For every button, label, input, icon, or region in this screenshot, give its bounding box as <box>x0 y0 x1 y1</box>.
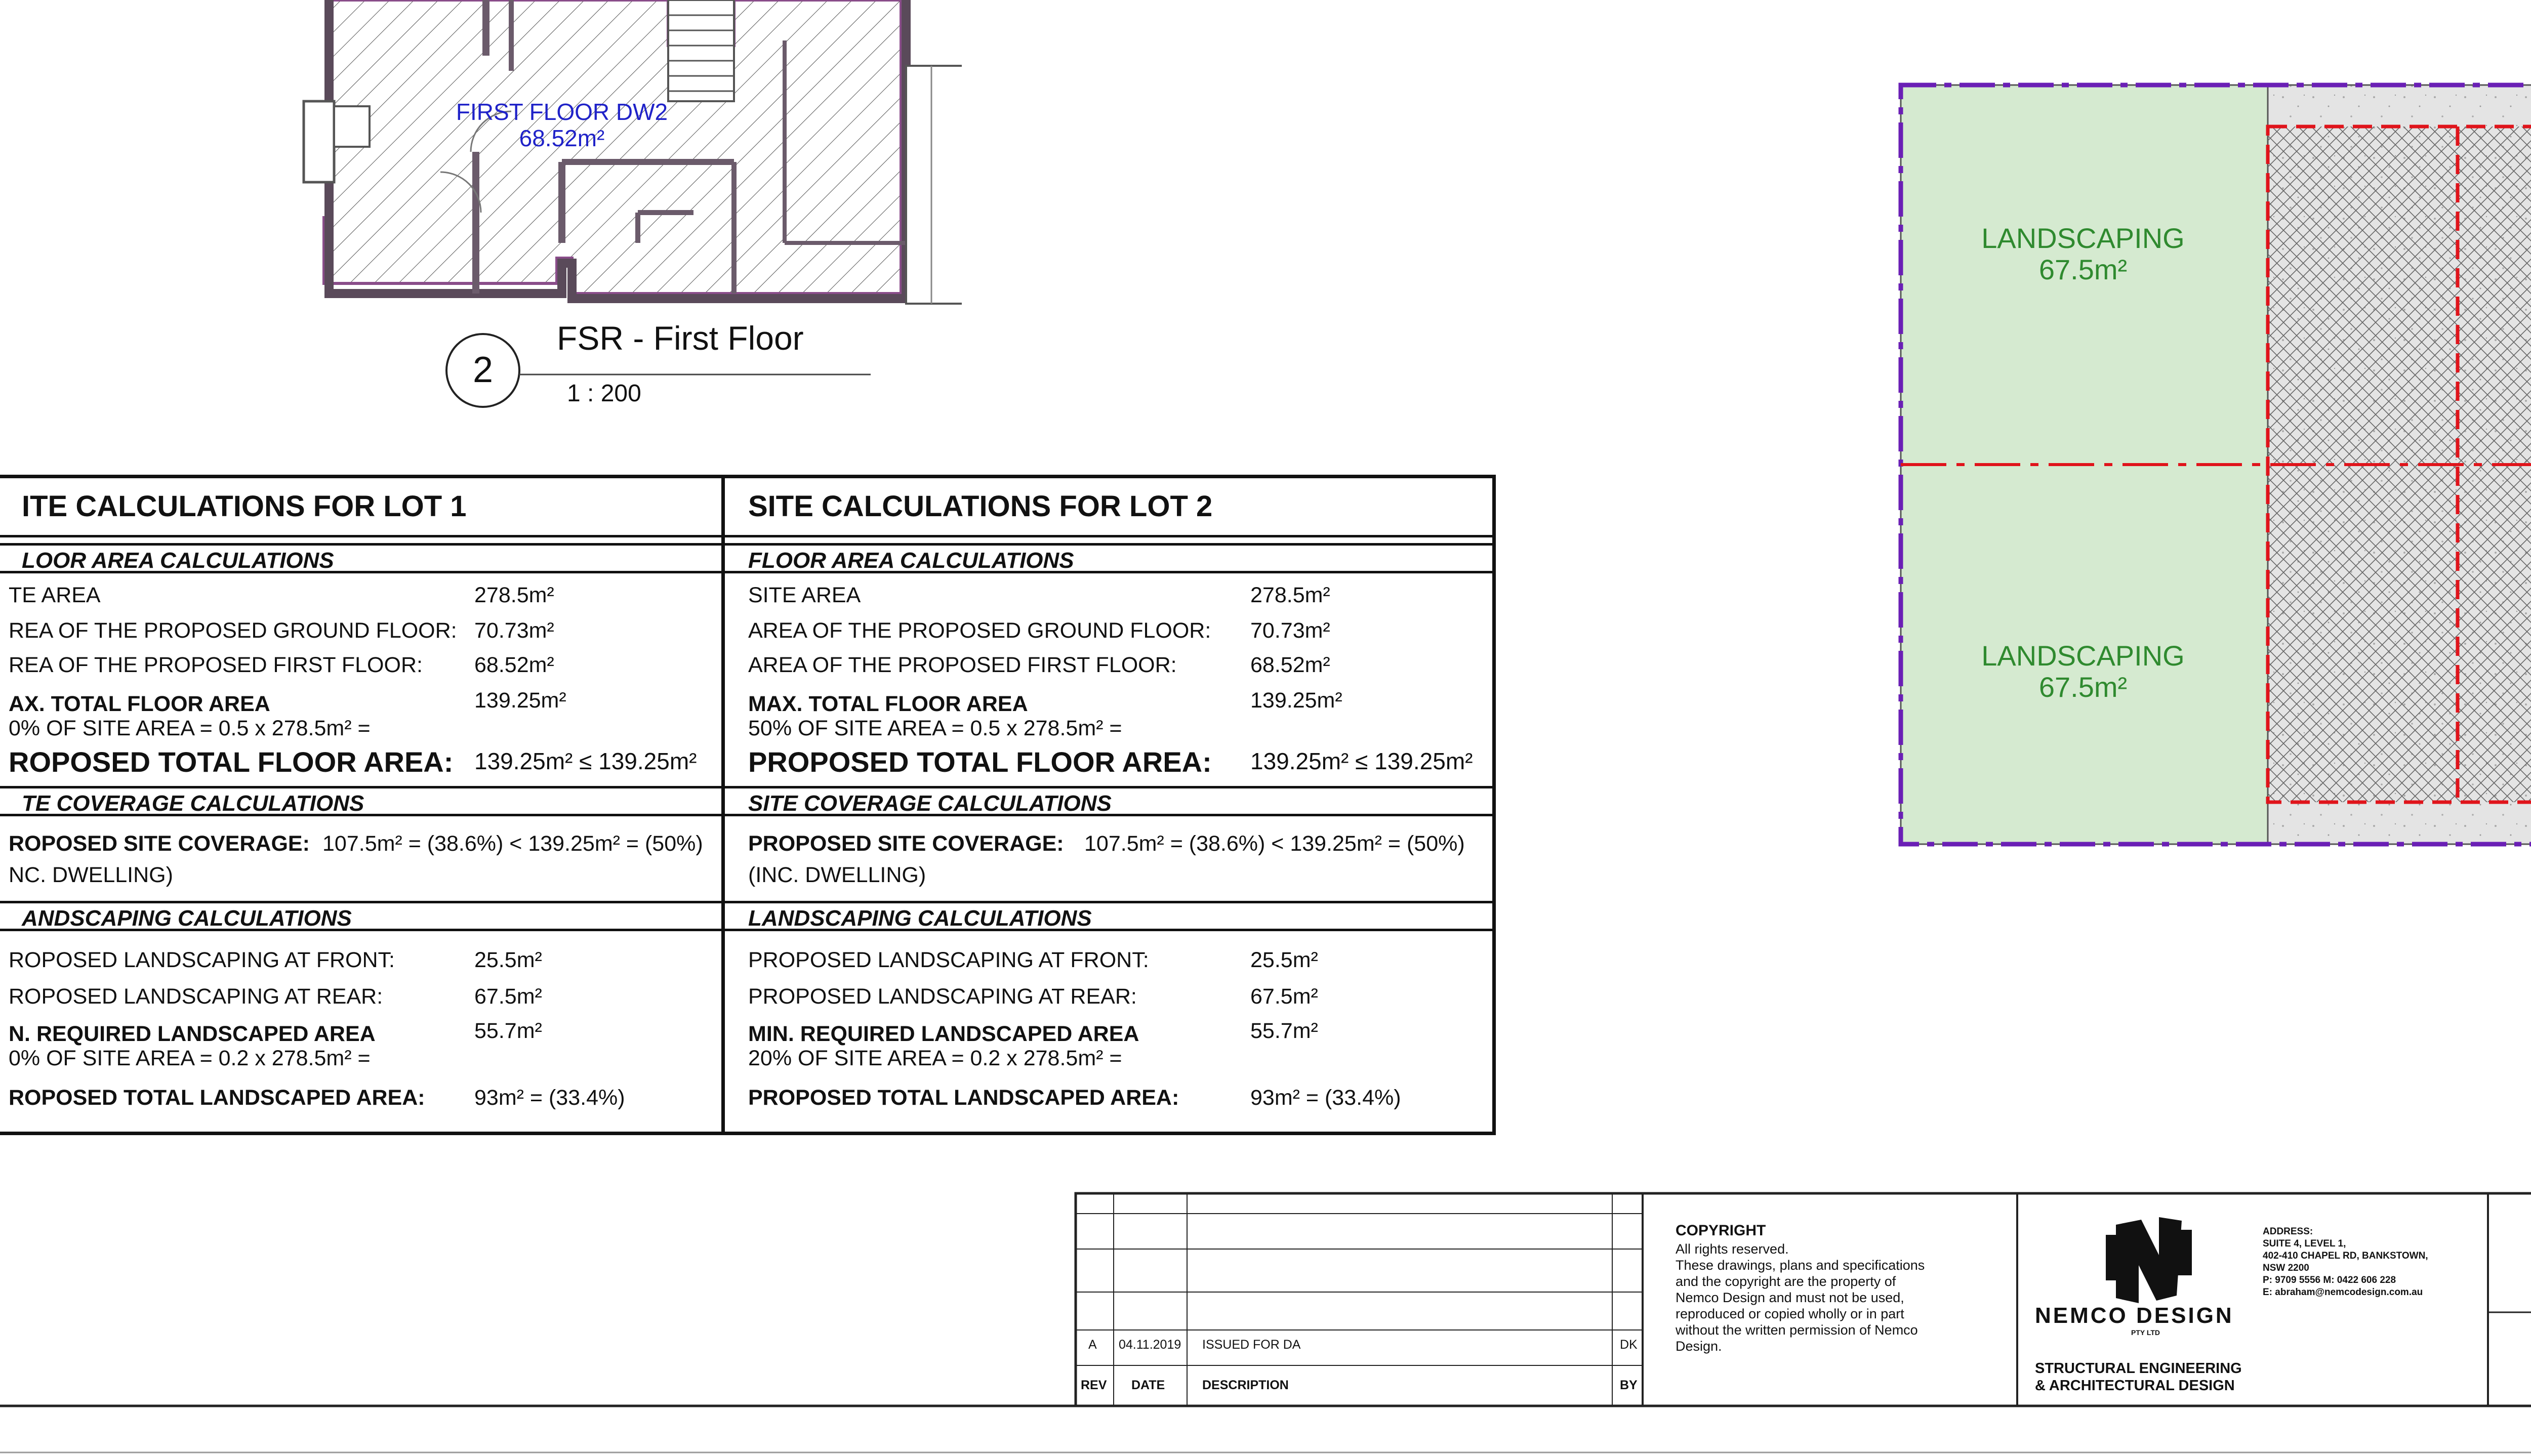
project-address-2 <box>2488 1282 2531 1304</box>
address-line: ADDRESS: <box>2263 1226 2313 1237</box>
landscaping-rear-top <box>1951 223 2215 285</box>
landscaping-area: 67.5m² <box>2038 254 2128 285</box>
lot2-min-value: 55.7m² <box>1250 1019 1318 1043</box>
rev-letter: A <box>1088 1338 1097 1352</box>
lot1-coverage-label: ROPOSED SITE COVERAGE: <box>9 831 310 856</box>
lot2-front-value: 25.5m² <box>1250 948 1318 972</box>
copyright-title: COPYRIGHT <box>1676 1222 1766 1239</box>
landscaping-rear-bottom <box>1951 640 2215 703</box>
rev-date: 04.11.2019 <box>1119 1338 1181 1352</box>
lot1-min-value: 55.7m² <box>474 1019 542 1043</box>
lot2-total-label: PROPOSED TOTAL FLOOR AREA: <box>748 746 1212 778</box>
lot1-rear-label: ROPOSED LANDSCAPING AT REAR: <box>9 984 383 1009</box>
lot2-site-area-value: 278.5m² <box>1250 583 1330 607</box>
copyright-line: and the copyright are the property of <box>1676 1274 1896 1289</box>
lot2-site-area-label: SITE AREA <box>748 583 861 607</box>
room-name: FIRST FLOOR DW2 <box>456 99 668 125</box>
lot2-rear-value: 67.5m² <box>1250 984 1318 1009</box>
lot2-coverage-sub: (INC. DWELLING) <box>748 863 926 887</box>
lot1-floor-section: LOOR AREA CALCULATIONS <box>0 543 721 573</box>
lot2-ground-value: 70.73m² <box>1250 618 1330 643</box>
copyright-line: Design. <box>1676 1339 1722 1354</box>
room-area: 68.52m² <box>519 125 605 151</box>
lot1-first-label: REA OF THE PROPOSED FIRST FLOOR: <box>9 653 423 677</box>
lot2-front-label: PROPOSED LANDSCAPING AT FRONT: <box>748 948 1149 972</box>
company-address <box>2263 1226 2428 1299</box>
lot1-ground-label: REA OF THE PROPOSED GROUND FLOOR: <box>9 618 457 643</box>
lot2-total-land-label: PROPOSED TOTAL LANDSCAPED AREA: <box>748 1086 1179 1110</box>
description-header: DESCRIPTION <box>1202 1378 1289 1392</box>
landscaping-area: 67.5m² <box>2038 671 2128 703</box>
address-line: SUITE 4, LEVEL 1, <box>2263 1238 2346 1249</box>
company-name: NEMCO DESIGN <box>2035 1303 2234 1328</box>
lot2-first-value: 68.52m² <box>1250 653 1330 677</box>
lot2-floor-section: FLOOR AREA CALCULATIONS <box>725 543 1492 573</box>
lot1-title: ITE CALCULATIONS FOR LOT 1 <box>0 478 721 537</box>
lot1-coverage-sub: NC. DWELLING) <box>9 863 173 887</box>
copyright-line: without the written permission of Nemco <box>1676 1322 1918 1338</box>
lot1-max-value: 139.25m² <box>474 688 566 713</box>
sheet-title <box>2488 1340 2531 1368</box>
lot2-coverage-section: SITE COVERAGE CALCULATIONS <box>725 786 1492 816</box>
date-header: DATE <box>1131 1378 1165 1392</box>
landscaping-label: LANDSCAPING <box>1981 640 2185 672</box>
lot1-front-value: 25.5m² <box>474 948 542 972</box>
lot2-rear-label: PROPOSED LANDSCAPING AT REAR: <box>748 984 1137 1009</box>
rev-description: ISSUED FOR DA <box>1202 1338 1301 1352</box>
address-line: 402-410 CHAPEL RD, BANKSTOWN, <box>2263 1251 2428 1261</box>
copyright-text <box>1676 1241 1925 1354</box>
company-sub: PTY LTD <box>2131 1328 2160 1337</box>
address-line: E: abraham@nemcodesign.com.au <box>2263 1287 2423 1298</box>
lot1-site-area-value: 278.5m² <box>474 583 554 607</box>
copyright-line: Nemco Design and must not be used, <box>1676 1290 1904 1305</box>
view-number: 2 <box>472 350 494 390</box>
lot2-first-label: AREA OF THE PROPOSED FIRST FLOOR: <box>748 653 1177 677</box>
rev-by: DK <box>1620 1338 1638 1352</box>
copyright-line: reproduced or copied wholly or in part <box>1676 1306 1904 1321</box>
company-tagline-2: & ARCHITECTURAL DESIGN <box>2035 1378 2235 1394</box>
lot2-total-value: 139.25m² ≤ 139.25m² <box>1250 748 1473 774</box>
lot2-title: SITE CALCULATIONS FOR LOT 2 <box>725 478 1492 537</box>
lot2-coverage-value: 107.5m² = (38.6%) < 139.25m² = (50%) <box>1084 831 1465 856</box>
lot2-max-sub: 50% OF SITE AREA = 0.5 x 278.5m² = <box>748 716 1122 740</box>
company-tagline-1: STRUCTURAL ENGINEERING <box>2035 1360 2242 1377</box>
lot1-rear-value: 67.5m² <box>474 984 542 1009</box>
lot2-coverage-label: PROPOSED SITE COVERAGE: <box>748 831 1064 856</box>
lot2-min-label: MIN. REQUIRED LANDSCAPED AREA <box>748 1022 1139 1046</box>
project-name <box>2488 1220 2531 1251</box>
lot1-coverage-value: 107.5m² = (38.6%) < 139.25m² = (50%) <box>322 831 703 856</box>
address-line: P: 9709 5556 M: 0422 606 228 <box>2263 1275 2396 1285</box>
address-line: NSW 2200 <box>2263 1263 2309 1273</box>
nemco-logo-icon <box>2106 1217 2192 1303</box>
lot2-max-value: 139.25m² <box>1250 688 1342 713</box>
lot1-min-label: N. REQUIRED LANDSCAPED AREA <box>9 1022 376 1046</box>
lot1-site-area-label: TE AREA <box>9 583 101 607</box>
lot2-min-sub: 20% OF SITE AREA = 0.2 x 278.5m² = <box>748 1046 1122 1070</box>
project-address-1 <box>2488 1260 2531 1282</box>
lot1-total-land-value: 93m² = (33.4%) <box>474 1086 625 1110</box>
lot1-max-sub: 0% OF SITE AREA = 0.5 x 278.5m² = <box>9 716 371 740</box>
lot2-max-label: MAX. TOTAL FLOOR AREA <box>748 692 1028 716</box>
lot1-first-value: 68.52m² <box>474 653 554 677</box>
by-header: BY <box>1620 1378 1638 1392</box>
lot1-total-label: ROPOSED TOTAL FLOOR AREA: <box>9 746 454 778</box>
lot1-front-label: ROPOSED LANDSCAPING AT FRONT: <box>9 948 395 972</box>
copyright-line: These drawings, plans and specifications <box>1676 1258 1925 1273</box>
lot1-max-label: AX. TOTAL FLOOR AREA <box>9 692 270 716</box>
copyright-line: All rights reserved. <box>1676 1241 1789 1257</box>
lot1-coverage-section: TE COVERAGE CALCULATIONS <box>0 786 721 816</box>
lot2-total-land-value: 93m² = (33.4%) <box>1250 1086 1401 1110</box>
lot1-landscape-section: ANDSCAPING CALCULATIONS <box>0 901 721 931</box>
lot1-total-value: 139.25m² ≤ 139.25m² <box>474 748 697 774</box>
view-title: FSR - First Floor <box>557 319 804 357</box>
lot1-total-land-label: ROPOSED TOTAL LANDSCAPED AREA: <box>9 1086 425 1110</box>
landscaping-label: LANDSCAPING <box>1981 222 2185 254</box>
lot1-min-sub: 0% OF SITE AREA = 0.2 x 278.5m² = <box>9 1046 371 1070</box>
rev-header: REV <box>1081 1378 1107 1392</box>
lot1-ground-value: 70.73m² <box>474 618 554 643</box>
view-scale: 1 : 200 <box>567 380 641 407</box>
lot2-landscape-section: LANDSCAPING CALCULATIONS <box>725 901 1492 931</box>
lot2-ground-label: AREA OF THE PROPOSED GROUND FLOOR: <box>748 618 1211 643</box>
